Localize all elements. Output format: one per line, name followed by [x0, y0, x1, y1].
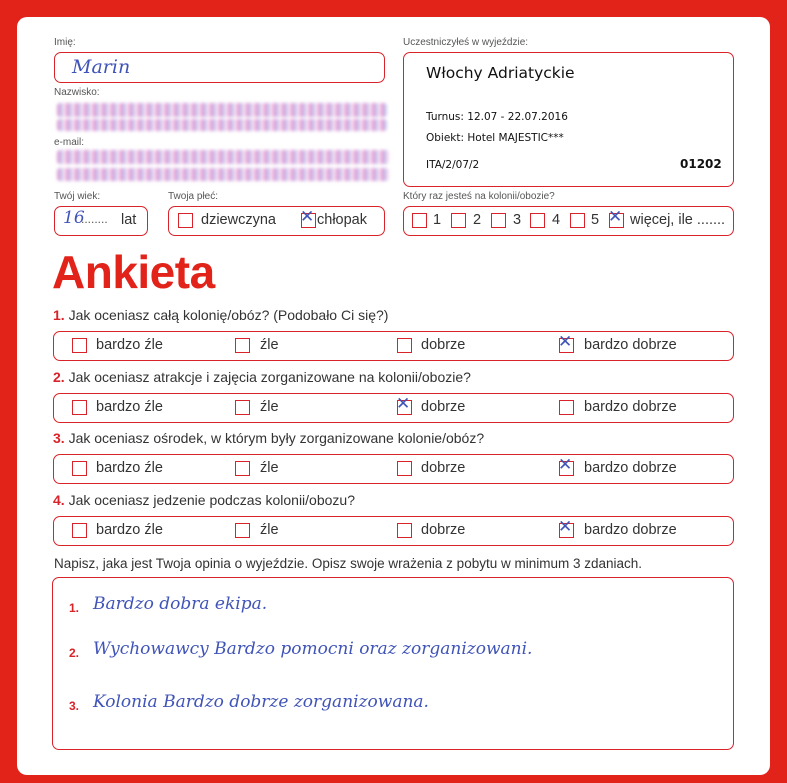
rating-option-label: źle: [260, 522, 279, 538]
opinion-number: 3.: [69, 699, 80, 713]
rating-option-label: bardzo źle: [96, 460, 163, 476]
nazwisko-label: Nazwisko:: [54, 87, 100, 98]
question-text: [53, 307, 388, 323]
opinion-number: 2.: [69, 646, 80, 660]
rating-checkbox[interactable]: [397, 523, 412, 538]
question-number: 2.: [53, 369, 69, 385]
rating-option-label: dobrze: [421, 399, 466, 415]
rating-checkbox[interactable]: [397, 338, 412, 353]
trip-number: 01202: [680, 157, 722, 171]
plec-field: [168, 206, 385, 236]
check-mark-icon: ✕: [608, 207, 623, 227]
redacted-email: [57, 150, 389, 164]
question-label: Jak oceniasz atrakcje i zajęcia zorganizowane na kolonii/obozie?: [68, 369, 471, 385]
opinion-text: Kolonia Bardzo dobrze zorganizowana.: [93, 692, 429, 712]
trip-card: [403, 52, 734, 187]
rating-checkbox[interactable]: [559, 400, 574, 415]
rating-row: [53, 331, 734, 361]
ktory-checkbox-5[interactable]: [570, 213, 585, 228]
survey-title: Ankieta: [52, 246, 215, 298]
imie-value: Marin: [72, 56, 131, 78]
wiek-value: 16: [63, 208, 85, 228]
trip-title: Włochy Adriatyckie: [426, 64, 575, 82]
ktory-option-label: więcej, ile .......: [630, 212, 726, 228]
rating-option-label: bardzo dobrze: [584, 337, 677, 353]
ktory-checkbox-4[interactable]: [530, 213, 545, 228]
opinion-box[interactable]: [52, 577, 734, 750]
rating-checkbox[interactable]: [72, 461, 87, 476]
rating-option-label: bardzo źle: [96, 522, 163, 538]
ktory-option-label: 2: [473, 212, 482, 228]
rating-checkbox[interactable]: [558, 332, 574, 353]
question-label: Jak oceniasz jedzenie podczas kolonii/obozu?: [68, 492, 355, 508]
rating-checkbox[interactable]: [396, 394, 412, 415]
rating-row: [53, 516, 734, 546]
rating-checkbox[interactable]: [235, 400, 250, 415]
ktory-label: Który raz jesteś na kolonii/obozie?: [403, 191, 555, 202]
wiek-unit: lat: [121, 212, 137, 228]
rating-checkbox[interactable]: [235, 523, 250, 538]
redacted-nazwisko-2: [57, 119, 387, 131]
check-mark-icon: ✕: [558, 332, 573, 352]
redacted-nazwisko: [57, 103, 387, 117]
rating-checkbox[interactable]: [72, 523, 87, 538]
plec-option-label: dziewczyna: [201, 212, 276, 228]
question-label: Jak oceniasz ośrodek, w którym były zorganizowane kolonie/obóz?: [68, 430, 485, 446]
opinion-prompt: Napisz, jaka jest Twoja opinia o wyjeździe. Opisz swoje wrażenia z pobytu w minimum 3 zdaniach.: [54, 556, 643, 571]
rating-option-label: dobrze: [421, 522, 466, 538]
rating-checkbox[interactable]: [72, 400, 87, 415]
ktory-checkbox-2[interactable]: [451, 213, 466, 228]
imie-field[interactable]: [54, 52, 385, 83]
trip-obiekt: Obiekt: Hotel MAJESTIC***: [426, 132, 564, 144]
ktory-checkbox-6[interactable]: [608, 207, 624, 228]
opinion-text: Bardzo dobra ekipa.: [93, 594, 268, 614]
question-text: [53, 492, 355, 508]
plec-checkbox-1[interactable]: [178, 213, 193, 228]
plec-option-label: chłopak: [317, 212, 367, 228]
rating-option-label: dobrze: [421, 460, 466, 476]
question-text: [53, 369, 471, 385]
rating-option-label: bardzo źle: [96, 399, 163, 415]
ktory-checkbox-1[interactable]: [412, 213, 427, 228]
rating-option-label: bardzo dobrze: [584, 460, 677, 476]
trip-turnus: Turnus: 12.07 - 22.07.2016: [426, 111, 568, 123]
check-mark-icon: ✕: [396, 394, 411, 414]
imie-label: Imię:: [54, 37, 76, 48]
rating-row: [53, 454, 734, 484]
wiek-field[interactable]: [54, 206, 148, 236]
opinion-text: Wychowawcy Bardzo pomocni oraz zorganizowani.: [93, 639, 533, 659]
question-number: 1.: [53, 307, 69, 323]
ktory-option-label: 3: [513, 212, 522, 228]
ktory-option-label: 4: [552, 212, 561, 228]
question-number: 3.: [53, 430, 69, 446]
ktory-checkbox-3[interactable]: [491, 213, 506, 228]
rating-row: [53, 393, 734, 423]
question-text: [53, 430, 484, 446]
rating-option-label: bardzo dobrze: [584, 399, 677, 415]
rating-option-label: źle: [260, 337, 279, 353]
redacted-email-2: [57, 168, 389, 181]
rating-checkbox[interactable]: [397, 461, 412, 476]
check-mark-icon: ✕: [300, 207, 315, 227]
opinion-number: 1.: [69, 601, 80, 615]
check-mark-icon: ✕: [558, 517, 573, 537]
question-label: Jak oceniasz całą kolonię/obóz? (Podobało Ci się?): [68, 307, 389, 323]
trip-code: ITA/2/07/2: [426, 159, 480, 171]
uczestnik-label: Uczestniczyłeś w wyjeździe:: [403, 37, 529, 48]
rating-option-label: dobrze: [421, 337, 466, 353]
question-number: 4.: [53, 492, 69, 508]
ktory-option-label: 5: [591, 212, 600, 228]
survey-sheet: [17, 17, 770, 775]
rating-option-label: bardzo dobrze: [584, 522, 677, 538]
wiek-dots: ........: [81, 212, 108, 226]
check-mark-icon: ✕: [558, 455, 573, 475]
email-label: e-mail:: [54, 137, 85, 148]
rating-option-label: bardzo źle: [96, 337, 163, 353]
rating-option-label: źle: [260, 460, 279, 476]
rating-checkbox[interactable]: [72, 338, 87, 353]
plec-checkbox-2[interactable]: [300, 207, 316, 228]
rating-checkbox[interactable]: [558, 455, 574, 476]
plec-label: Twoja płeć:: [168, 191, 219, 202]
rating-checkbox[interactable]: [558, 517, 574, 538]
wiek-label: Twój wiek:: [54, 191, 101, 202]
ktory-option-label: 1: [433, 212, 442, 228]
rating-checkbox[interactable]: [235, 338, 250, 353]
rating-checkbox[interactable]: [235, 461, 250, 476]
rating-option-label: źle: [260, 399, 279, 415]
ktory-field: [403, 206, 734, 236]
